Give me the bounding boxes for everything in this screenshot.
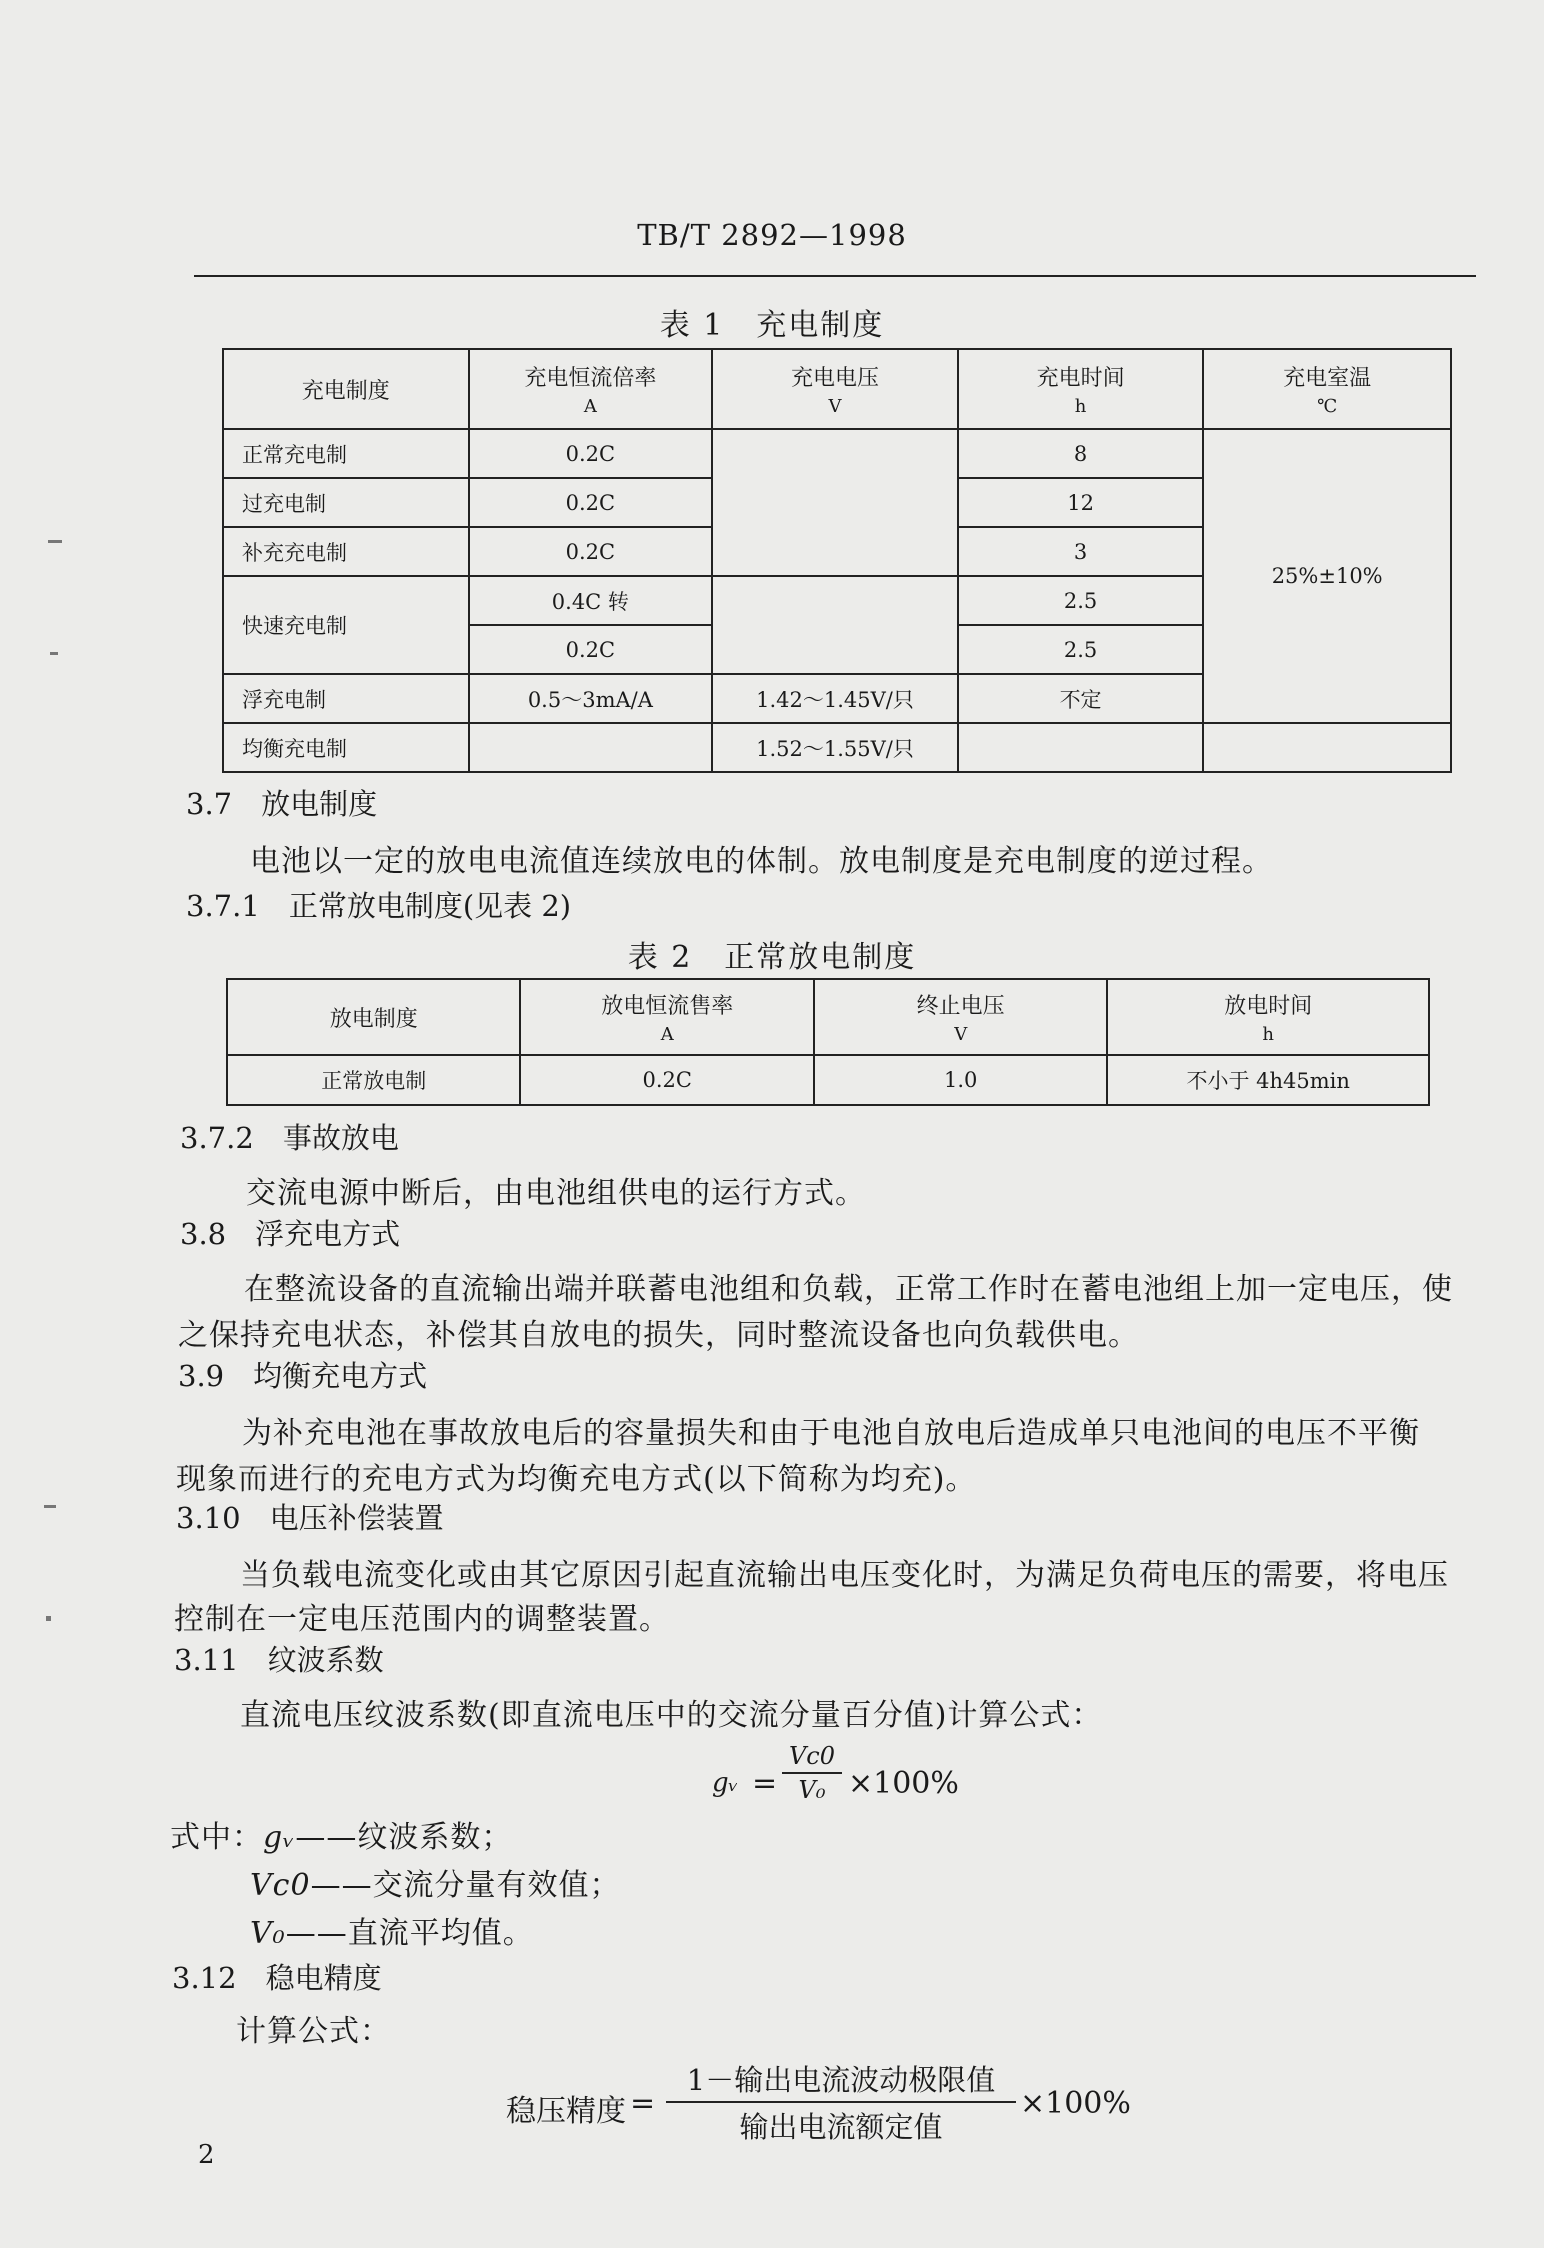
cell: 0.2C [469, 478, 713, 527]
formula-numerator: 1－输出电流波动极限值 [686, 2063, 996, 2097]
section-3-9-body-line1: 为补充电池在事故放电后的容量损失和由于电池自放电后造成单只电池间的电压不平衡 [242, 1416, 1420, 1451]
standard-header: TB/T 2892—1998 [637, 218, 907, 252]
stability-formula [506, 2058, 1131, 2148]
table1-col-mode: 充电制度 [223, 349, 469, 429]
cell [712, 576, 958, 674]
cell: 1.52～1.55V/只 [712, 723, 958, 772]
charging-table [222, 348, 1452, 773]
formula-lhs: gᵥ [712, 1768, 739, 1798]
section-3-7-1-heading: 3.7.1 正常放电制度(见表 2) [186, 889, 572, 923]
where-block-line2: Vc0——交流分量有效值； [250, 1868, 621, 1903]
cell: 1.0 [814, 1055, 1107, 1105]
cell: 均衡充电制 [223, 723, 469, 772]
cell: 不小于 4h45min [1107, 1055, 1429, 1105]
table1-header-row [223, 349, 1451, 429]
section-3-8-body-line1: 在整流设备的直流输出端并联蓄电池组和负载，正常工作时在蓄电池组上加一定电压，使 [244, 1272, 1453, 1307]
cell: 正常放电制 [227, 1055, 520, 1105]
where-block-line1: 式中：gᵥ——纹波系数； [170, 1820, 513, 1855]
section-3-10-body-line1: 当负载电流变化或由其它原因引起直流输出电压变化时，为满足负荷电压的需要，将电压 [240, 1558, 1449, 1593]
section-3-10-heading: 3.10 电压补偿装置 [176, 1501, 444, 1535]
cell: 0.4C 转 [469, 576, 713, 625]
cell: 0.2C [469, 429, 713, 478]
table2-col-voltage: 终止电压 V [814, 979, 1107, 1055]
table-row [223, 429, 1451, 478]
section-3-11-body: 直流电压纹波系数(即直流电压中的交流分量百分值)计算公式： [240, 1698, 1103, 1733]
section-3-8-heading: 3.8 浮充电方式 [180, 1217, 401, 1251]
section-3-8-body-line2: 之保持充电状态，补偿其自放电的损失，同时整流设备也向负载供电。 [178, 1318, 1139, 1353]
table1-col-voltage: 充电电压 V [712, 349, 958, 429]
where-block-line3: V₀——直流平均值。 [250, 1916, 534, 1951]
section-3-10-body-line2: 控制在一定电压范围内的调整装置。 [174, 1602, 670, 1637]
discharge-table [226, 978, 1430, 1106]
formula-denominator: 输出电流额定值 [739, 2110, 943, 2144]
section-3-7-body: 电池以一定的放电电流值连续放电的体制。放电制度是充电制度的逆过程。 [250, 844, 1273, 879]
cell: 补充充电制 [223, 527, 469, 576]
formula-denominator: V₀ [798, 1776, 826, 1804]
cell: 8 [958, 429, 1204, 478]
cell: 过充电制 [223, 478, 469, 527]
cell [958, 723, 1204, 772]
table1-col-temp: 充电室温 ℃ [1203, 349, 1451, 429]
cell: 12 [958, 478, 1204, 527]
formula-eq: = [752, 1766, 778, 1801]
cell [712, 429, 958, 576]
formula-numerator: Vc0 [788, 1742, 836, 1770]
cell: 快速充电制 [223, 576, 469, 674]
cell: 1.42～1.45V/只 [712, 674, 958, 723]
cell: 2.5 [958, 576, 1204, 625]
table2-col-time: 放电时间 h [1107, 979, 1429, 1055]
cell: 0.2C [520, 1055, 814, 1105]
scan-speck [46, 1616, 51, 1621]
cell: 0.2C [469, 527, 713, 576]
cell [1203, 723, 1451, 772]
scan-speck [48, 540, 62, 543]
cell: 0.2C [469, 625, 713, 674]
table2-header-row [227, 979, 1429, 1055]
table1-caption: 表 1 充电制度 [659, 308, 885, 343]
cell [469, 723, 713, 772]
section-3-12-body: 计算公式： [236, 2014, 391, 2049]
table1-col-time: 充电时间 h [958, 349, 1204, 429]
section-3-7-2-body: 交流电源中断后，由电池组供电的运行方式。 [246, 1176, 866, 1211]
cell: 正常充电制 [223, 429, 469, 478]
formula-tail: ×100% [848, 1766, 959, 1801]
table2-caption: 表 2 正常放电制度 [627, 940, 917, 975]
table-row [227, 1055, 1429, 1105]
scan-speck [44, 1505, 56, 1508]
header-rule [194, 275, 1476, 277]
cell: 不定 [958, 674, 1204, 723]
formula-tail: ×100% [1020, 2086, 1131, 2121]
scan-speck [50, 652, 58, 655]
table1-col-rate: 充电恒流倍率 A [469, 349, 713, 429]
room-temp-cell: 25%±10% [1203, 429, 1451, 723]
section-3-7-heading: 3.7 放电制度 [186, 787, 378, 821]
formula-lhs: 稳压精度 [506, 2094, 626, 2129]
cell: 浮充电制 [223, 674, 469, 723]
cell: 2.5 [958, 625, 1204, 674]
section-3-11-heading: 3.11 纹波系数 [174, 1643, 384, 1677]
section-3-7-2-heading: 3.7.2 事故放电 [180, 1121, 399, 1155]
cell: 3 [958, 527, 1204, 576]
section-3-9-body-line2: 现象而进行的充电方式为均衡充电方式(以下简称为均充)。 [176, 1462, 977, 1497]
section-3-12-heading: 3.12 稳电精度 [172, 1961, 382, 1995]
formula-fraction [782, 1742, 842, 1804]
formula-eq: = [630, 2086, 656, 2121]
cell: 0.5～3mA/A [469, 674, 713, 723]
table-row [223, 723, 1451, 772]
table2-col-rate: 放电恒流售率 A [520, 979, 814, 1055]
section-3-9-heading: 3.9 均衡充电方式 [178, 1359, 428, 1393]
formula-fraction [666, 2058, 1016, 2146]
table2-col-mode: 放电制度 [227, 979, 520, 1055]
page-number: 2 [198, 2140, 215, 2170]
